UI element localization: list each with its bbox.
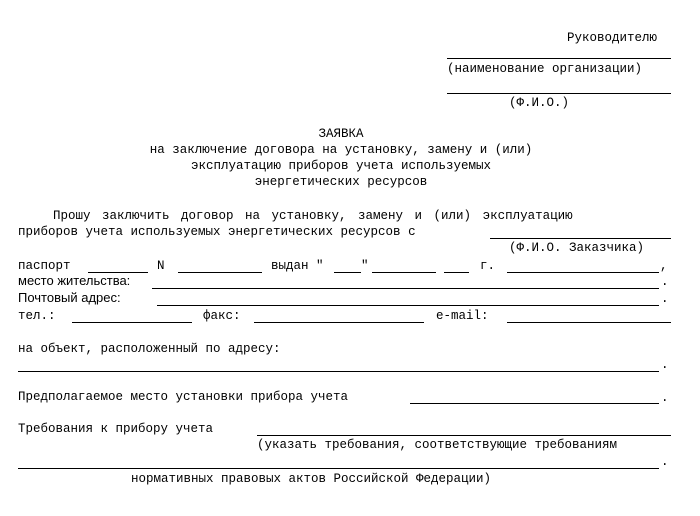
postal-address-label: Почтовый адрес: [18,290,121,305]
customer-name-field[interactable] [490,238,671,239]
requirements-field-1[interactable] [257,435,671,436]
title-line-1: на заключение договора на установку, замену и (или) [149,143,533,157]
year-label: г. [480,259,496,273]
requirements-caption-2: нормативных правовых актов Российской Федерации) [131,472,492,486]
object-period: . [661,358,669,372]
requirements-period: . [661,455,669,469]
passport-number-field[interactable] [178,272,262,273]
request-line-2: приборов учета используемых энергетических ресурсов с [18,225,416,239]
document-title: ЗАЯВКА [318,127,364,141]
fio-caption: (Ф.И.О.) [509,96,570,110]
object-address-label: на объект, расположенный по адресу: [18,342,281,356]
passport-label: паспорт [18,259,71,273]
issuer-field[interactable] [507,272,659,273]
issued-quote-close: " [361,259,369,273]
passport-comma: , [660,259,668,273]
phone-label: тел.: [18,309,56,323]
title-line-2: эксплуатацию приборов учета используемых [190,159,492,173]
customer-caption: (Ф.И.О. Заказчика) [509,241,645,255]
residence-period: . [661,275,669,289]
install-place-field[interactable] [410,403,659,404]
requirements-field-2[interactable] [18,468,659,469]
addressee-label: Руководителю [567,31,658,45]
organization-blank-line[interactable] [447,93,671,94]
residence-label: место жительства: [18,273,131,288]
requirements-caption-1: (указать требования, соответствующие требованиям [257,438,618,452]
title-line-3: энергетических ресурсов [254,175,428,189]
install-place-label: Предполагаемое место установки прибора учета [18,390,349,404]
organization-caption: (наименование организации) [447,62,643,76]
email-label: e-mail: [436,309,489,323]
install-period: . [661,391,669,405]
requirements-label: Требования к прибору учета [18,422,214,436]
residence-field[interactable] [152,288,659,289]
issued-month-field[interactable] [372,272,436,273]
request-line-1: Прошу заключить договор на установку, замену и (или) эксплуатацию [53,209,573,223]
issued-day-field[interactable] [334,272,361,273]
postal-period: . [661,292,669,306]
fax-field[interactable] [254,322,424,323]
passport-number-label: N [157,259,165,273]
issued-year-field[interactable] [444,272,469,273]
issued-label: выдан " [271,259,324,273]
addressee-blank-line[interactable] [447,58,671,59]
fax-label: факс: [203,309,241,323]
phone-field[interactable] [72,322,192,323]
postal-address-field[interactable] [157,305,659,306]
email-field[interactable] [507,322,671,323]
object-address-field[interactable] [18,371,659,372]
